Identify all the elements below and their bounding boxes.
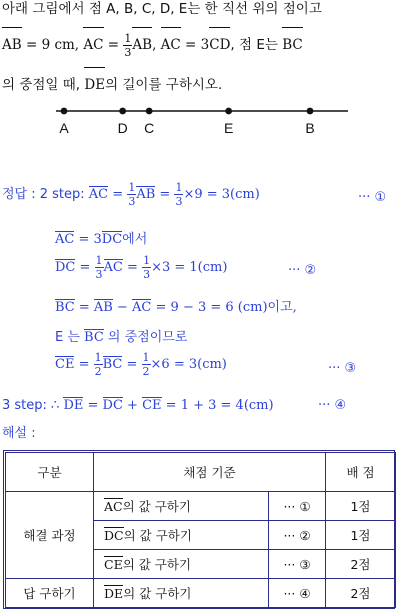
text-comma: , [152, 37, 161, 53]
ans-seg-ce-2: CE [142, 398, 162, 413]
group-find-answer: 답 구하기 [6, 579, 94, 608]
text-find-length: 의 길이를 구하시오. [105, 77, 223, 93]
fraction-one-third: $\frac{1}{3}$ [124, 32, 132, 59]
problem-line-1: 아래 그림에서 점 A, B, C, D, E는 한 직선 위의 점이고 [2, 1, 322, 17]
ans-seg-dc: DC [101, 232, 123, 247]
point-c [146, 108, 153, 115]
ans-seg-de: DE [63, 398, 84, 413]
answer-line-7: 3 step: ∴ DE = DC + CE = 1 + 3 = 4(cm) [2, 398, 274, 413]
point-label-a: A [59, 120, 69, 136]
text-eq-3: = 3 [180, 37, 210, 53]
score-row-3: 2점 [326, 550, 396, 579]
point-d [119, 108, 126, 115]
point-label-c: C [144, 120, 155, 136]
ans-frac-3: $\frac{1}{3}$ [95, 254, 103, 281]
segment-ab-2: AB [132, 28, 152, 62]
point-label-b: B [305, 120, 315, 136]
answer-line-3: DC = $\frac{1}{3}$ AC = $\frac{1}{3}$ ×3 = 1(cm) [55, 254, 228, 281]
point-label-e: E [223, 120, 234, 136]
mark-row-2: ··· ② [269, 521, 326, 550]
mark-row-4: ··· ④ [269, 579, 326, 608]
criteria-row-2: DC의 값 구하기 [94, 521, 269, 550]
mark-4: ··· ④ [318, 398, 347, 413]
header-category: 구분 [6, 453, 94, 492]
answer-line-6: CE = $\frac{1}{2}$ BC = $\frac{1}{2}$ ×6 = 3(cm) [55, 351, 227, 378]
ans-frac-6: $\frac{1}{2}$ [142, 351, 150, 378]
mark-3: ··· ③ [328, 361, 357, 376]
problem-line-3 [2, 68, 222, 102]
answer-header: 정답 : 2 step: [2, 187, 89, 202]
number-line-figure [50, 98, 350, 140]
ans-calc-6: ×6 = 3(cm) [150, 357, 227, 372]
segment-ab: AB [2, 28, 22, 62]
ans-frac-1: $\frac{1}{3}$ [128, 181, 136, 208]
answer-line-2: AC = 3DC에서 [55, 232, 148, 247]
ans-seg-dc-2: DC [55, 260, 76, 275]
mark-row-3: ··· ③ [269, 550, 326, 579]
ans-calc-1: ×9 = 3(cm) [183, 187, 260, 202]
answer-line-5: E 는 BC 의 중점이므로 [55, 330, 188, 345]
ans-seg-ab-2: AB [93, 300, 113, 315]
ans-seg-ab: AB [136, 187, 156, 202]
segment-cd: CD [209, 28, 230, 62]
answer-line-1: 정답 : 2 step: AC = $\frac{1}{3}$ AB = $\frac{1}{3}$ ×9 = 3(cm) [2, 181, 260, 208]
commentary-label: 해설 : [2, 426, 36, 441]
mark-row-1: ··· ① [269, 492, 326, 521]
score-row-4: 2점 [326, 579, 396, 608]
segment-ac: AC [83, 28, 103, 62]
text-eq: = [103, 37, 124, 53]
criteria-row-4: DE의 값 구하기 [94, 579, 269, 608]
point-a [61, 108, 68, 115]
ans-seg-ac: AC [88, 187, 109, 202]
point-label-d: D [117, 120, 128, 136]
ans-calc-7: = 1 + 3 = 4(cm) [161, 398, 274, 413]
point-e [225, 108, 232, 115]
ans-seg-ac-2: AC [55, 232, 75, 247]
ans-seg-dc-3: DC [102, 398, 123, 413]
group-solution-process: 해결 과정 [6, 492, 94, 579]
score-row-1: 1점 [326, 492, 396, 521]
ans-frac-2: $\frac{1}{3}$ [175, 181, 183, 208]
mark-2: ··· ② [288, 263, 317, 278]
text-midpoint: 의 중점일 때, [2, 77, 85, 93]
criteria-row-1: AC의 값 구하기 [94, 492, 269, 521]
ans-seg-ac-3: AC [103, 260, 123, 275]
ans-seg-bc: BC [55, 300, 75, 315]
segment-bc: BC [282, 28, 303, 62]
score-row-2: 1점 [326, 521, 396, 550]
point-b [307, 108, 314, 115]
ans-seg-bc-3: BC [102, 357, 123, 372]
segment-ac-2: AC [161, 28, 181, 62]
ans-frac-4: $\frac{1}{3}$ [143, 254, 151, 281]
answer-line-4: BC = AB − AC = 9 − 3 = 6 (cm)이고, [55, 300, 297, 315]
ans-calc-3: ×3 = 1(cm) [151, 260, 228, 275]
header-criteria: 채점 기준 [94, 453, 326, 492]
mark-1: ··· ① [358, 190, 387, 205]
ans-seg-ac-4: AC [132, 300, 152, 315]
segment-de: DE [84, 68, 105, 102]
grading-table [5, 452, 396, 608]
ans-seg-bc-2: BC [84, 330, 104, 345]
header-score: 배 점 [326, 453, 396, 492]
ans-frac-5: $\frac{1}{2}$ [94, 351, 102, 378]
step3-label: 3 step: ∴ [2, 398, 64, 413]
text-tail: , 점 E는 [230, 37, 283, 53]
text-9cm: = 9 cm, [21, 37, 84, 53]
criteria-row-3: CE의 값 구하기 [94, 550, 269, 579]
problem-line-2 [2, 28, 303, 62]
ans-seg-ce: CE [55, 357, 75, 372]
ans-calc-4: = 9 − 3 = 6 (cm)이고, [151, 300, 297, 315]
